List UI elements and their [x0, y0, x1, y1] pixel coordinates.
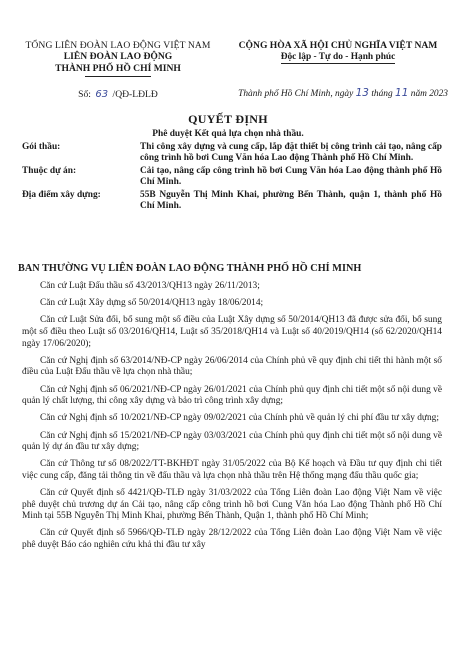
doc-no-handwritten: 63: [95, 89, 109, 100]
info-row-location: [22, 190, 442, 213]
date-text-1: Thành phố Hồ Chí Minh, ngày: [238, 89, 354, 99]
legal-basis-paragraph: Căn cứ Nghị định số 10/2021/NĐ-CP ngày 09/02/2021 của Chính phủ về quản lý chi phí đầu tư xây dựng;: [40, 413, 439, 424]
document-number: [18, 89, 218, 100]
org-underline: [85, 76, 151, 77]
info-label: Địa điểm xây dựng:: [22, 189, 101, 200]
org-name-line2: THÀNH PHỐ HỒ CHÍ MINH: [55, 63, 181, 74]
issuing-authority: BAN THƯỜNG VỤ LIÊN ĐOÀN LAO ĐỘNG THÀNH PHỐ HỒ CHÍ MINH: [18, 263, 362, 274]
date-month-handwritten: 11: [395, 87, 409, 99]
legal-basis-paragraph: Căn cứ Nghị định số 15/2021/NĐ-CP ngày 03/03/2021 của Chính phủ quy định chi tiết một số nội dung về quản lý dự án đầu tư xây dựng;: [22, 430, 442, 453]
national-heading: [232, 40, 444, 62]
legal-basis-paragraph: Căn cứ Luật Đấu thầu số 43/2013/QH13 ngày 26/11/2013;: [40, 281, 260, 291]
project-info: [22, 142, 442, 213]
date-text-3: năm 2023: [410, 89, 448, 99]
info-row-project: [22, 166, 442, 189]
doc-no-prefix: Số:: [78, 89, 91, 100]
info-label: Gói thầu:: [22, 142, 61, 152]
info-label: Thuộc dự án:: [22, 165, 77, 176]
legal-basis-paragraph: Căn cứ Nghị định số 63/2014/NĐ-CP ngày 26/06/2014 của Chính phủ về quy định chi tiết thi hành một số điều của Luật Đấu thầu về lựa chọn nhà thầu;: [22, 355, 442, 378]
legal-basis-paragraph: Căn cứ Luật Xây dựng số 50/2014/QH13 ngày 18/06/2014;: [40, 298, 264, 309]
org-parent-name: TỔNG LIÊN ĐOÀN LAO ĐỘNG VIỆT NAM: [25, 40, 211, 51]
legal-basis: [22, 281, 442, 557]
national-motto: Độc lập - Tự do - Hạnh phúc: [280, 52, 396, 62]
date-day-handwritten: 13: [355, 87, 369, 99]
issue-date: [228, 87, 448, 99]
nation-name: CỘNG HÒA XÃ HỘI CHỦ NGHĨA VIỆT NAM: [238, 40, 438, 51]
org-name-line1: LIÊN ĐOÀN LAO ĐỘNG: [63, 51, 173, 62]
legal-basis-paragraph: Căn cứ Thông tư số 08/2022/TT-BKHĐT ngày 31/05/2022 của Bộ Kế hoạch và Đầu tư quy định chi tiết việc cung cấp, đăng tải thông tin về đấu thầu và lựa chọn nhà thầu trên Hệ thống mạng đấu thầu quốc gia;: [22, 459, 442, 481]
info-row-package: [22, 142, 442, 165]
info-value: 55B Nguyễn Thị Minh Khai, phường Bến Thành, quận 1, thành phố Hồ Chí Minh.: [140, 189, 442, 212]
doc-no-suffix: /QĐ-LĐLĐ: [112, 89, 158, 100]
document-subtitle: Phê duyệt Kết quả lựa chọn nhà thầu.: [152, 129, 304, 139]
document-title: QUYẾT ĐỊNH: [188, 112, 268, 126]
info-value: Cải tạo, nâng cấp công trình hồ bơi Cung Văn hóa Lao động thành phố Hồ Chí Minh.: [140, 165, 442, 188]
legal-basis-paragraph: Căn cứ Luật Sửa đổi, bổ sung một số điều của Luật Xây dựng số 50/2014/QH13 đã được sửa đổi, bổ sung một số điều theo Luật số 03/2016/QH14, Luật số 35/2018/QH14 và Luật số 40/2019/QH14 (số 62/2020/QH14 ngày 17/06/2020);: [22, 315, 442, 349]
date-text-2: tháng: [371, 89, 393, 99]
legal-basis-paragraph: Căn cứ Nghị định số 06/2021/NĐ-CP ngày 26/01/2021 của Chính phủ quy định chi tiết một số nội dung về quản lý chất lượng, thi công xây dựng và bảo trì công trình xây dựng;: [22, 384, 442, 407]
info-value: Thi công xây dựng và cung cấp, lắp đặt thiết bị công trình cải tạo, nâng cấp công trình hồ bơi Cung Văn hóa Lao động Thành phố Hồ Chí Minh.: [140, 142, 442, 164]
issuing-organization: [18, 40, 218, 100]
legal-basis-paragraph: Căn cứ Quyết định số 5966/QĐ-TLĐ ngày 28/12/2022 của Tổng Liên đoàn Lao động Việt Nam về việc phê duyệt Báo cáo nghiên cứu khả thi đầu tư xây: [22, 528, 442, 551]
legal-basis-paragraph: Căn cứ Quyết định số 4421/QĐ-TLĐ ngày 31/03/2022 của Tổng Liên đoàn Lao động Việt Nam về việc phê duyệt chủ trương dự án Cải tạo, nâng cấp công trình hồ bơi Cung Văn hóa Lao động Thành phố Hồ Chí Minh tại 55B Nguyễn Thị Minh Khai, phường Bến Thành, Quận 1, thành phố Hồ Chí Minh;: [22, 488, 442, 522]
